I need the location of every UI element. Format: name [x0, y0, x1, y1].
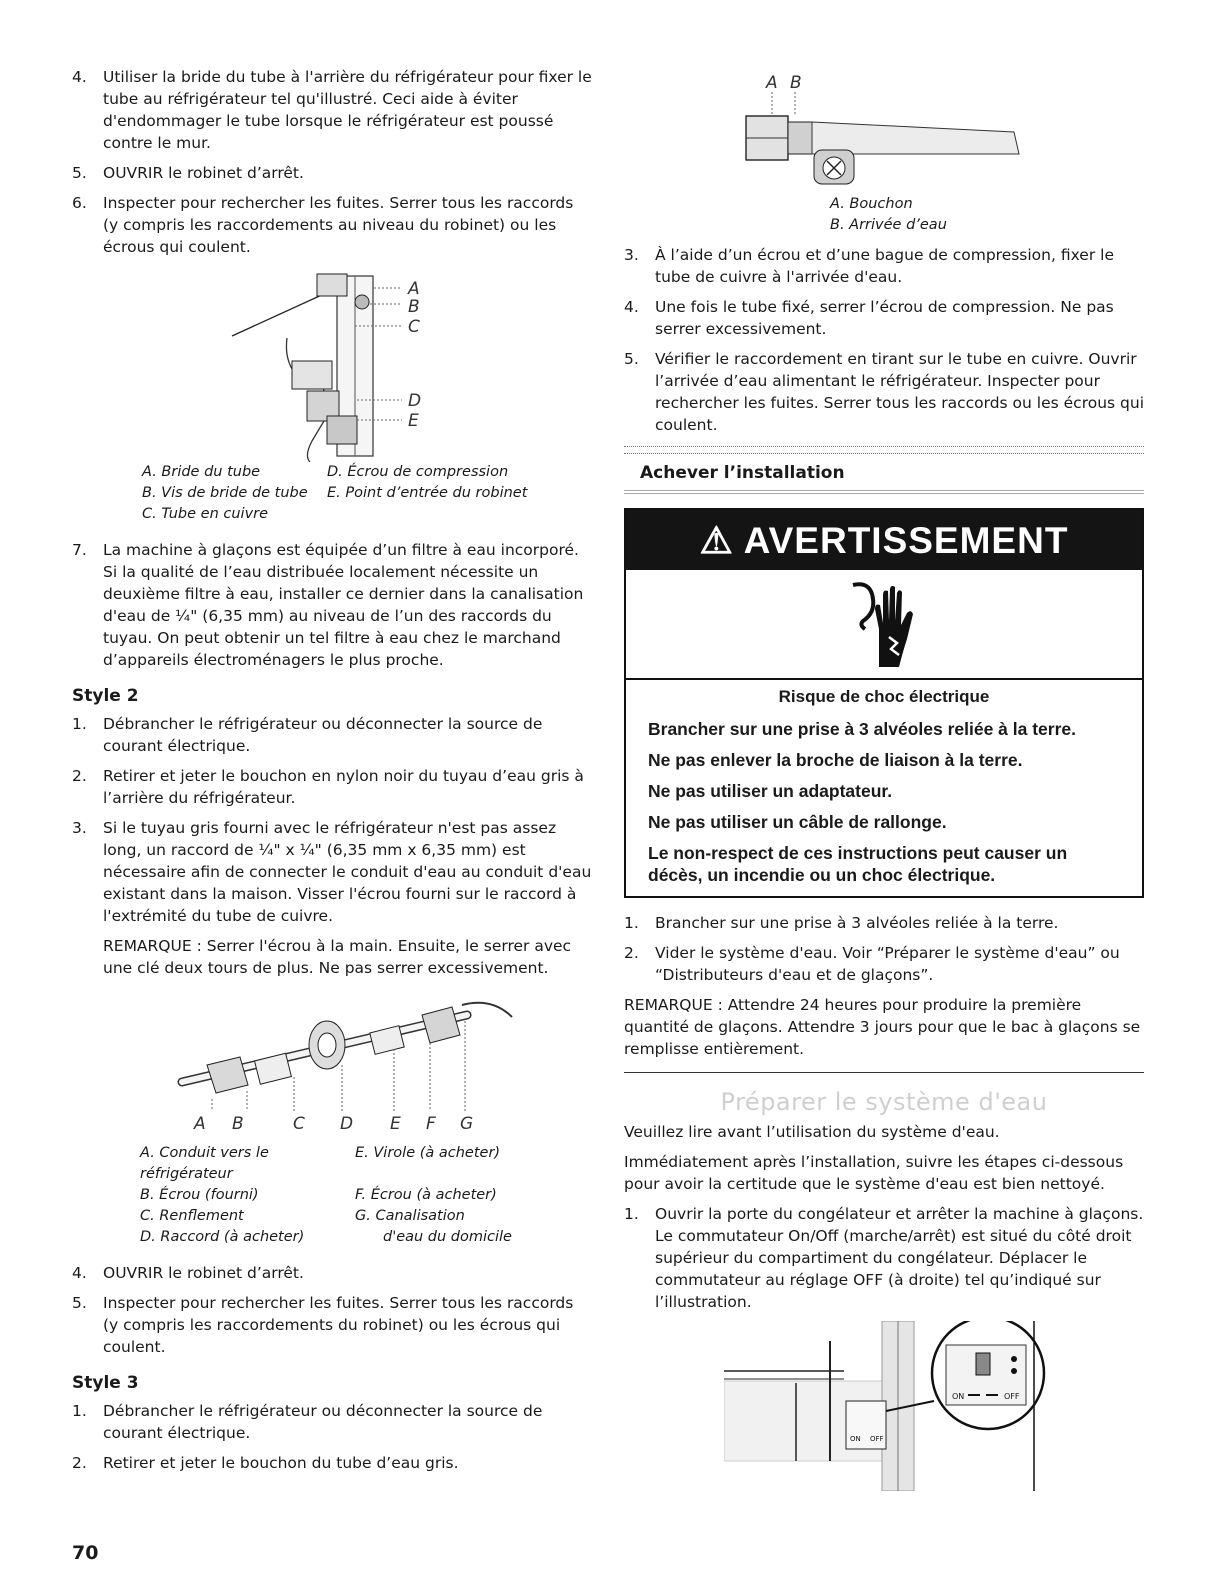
- item-text: Ouvrir la porte du congélateur et arrêter la machine à glaçons. Le commutateur On/Off (marche/arrêt) est situé du côté droit supérieur du compartiment du congélateur. Déplacer le commutateur au réglage OFF (à droite) tel qu’indiqué sur l’illustration.: [655, 1205, 1144, 1311]
- callout-letter: A: [408, 279, 420, 299]
- list-item: [72, 66, 592, 154]
- item-number: 6.: [72, 194, 87, 212]
- warning-line: Ne pas utiliser un câble de rallonge.: [648, 812, 947, 832]
- warning-line: Le non-respect de ces instructions peut causer un décès, un incendie ou un choc électrique.: [648, 843, 1068, 885]
- warning-title: [626, 510, 1142, 570]
- callout-letter: D: [340, 1114, 354, 1134]
- callout-letter: E: [390, 1114, 401, 1134]
- item-text: Utiliser la bride du tube à l'arrière du réfrigérateur pour fixer le tube au réfrigérateur tel qu'illustré. Ceci aide à éviter d'endommager le tube lorsque le réfrigérateur est poussé contre le mur.: [103, 68, 592, 152]
- warning-body: [626, 680, 1142, 896]
- caption-item: A. Conduit vers le réfrigérateur: [140, 1145, 269, 1182]
- list-item: [72, 1262, 592, 1284]
- list-item: [624, 296, 1144, 340]
- switch-on-label: ON: [952, 1392, 965, 1401]
- page-number: 70: [72, 1542, 99, 1564]
- caption-item: C. Tube en cuivre: [142, 506, 269, 522]
- figure-caption: [830, 194, 1144, 236]
- item-text: La machine à glaçons est équipée d’un filtre à eau incorporé. Si la qualité de l’eau distribuée localement nécessite un deuxième filtre à eau, installer ce dernier dans la canalisation d'eau de ¼" (6,35 mm) au niveau de l’un des raccords du tuyau. On peut obtenir un tel filtre à eau chez le marchand d’appareils électroménagers le plus proche.: [103, 541, 584, 669]
- item-number: 4.: [72, 68, 87, 86]
- caption-item: E. Point d’entrée du robinet: [327, 485, 528, 501]
- caption-item: C. Renflement: [140, 1208, 244, 1224]
- warning-subtitle: Risque de choc électrique: [778, 687, 990, 706]
- figure-caption: [142, 462, 592, 525]
- warning-triangle-icon: ⚠: [699, 520, 744, 561]
- item-number: 1.: [624, 1205, 639, 1223]
- section-heading: Style 3: [72, 1373, 139, 1393]
- water-inlet-illustration: [624, 66, 1144, 194]
- caption-item: G. Canalisation: [355, 1208, 465, 1224]
- callout-letter: A: [194, 1114, 206, 1134]
- item-number: 2.: [72, 1454, 87, 1472]
- callout-letter: B: [232, 1114, 244, 1134]
- callout-letter: D: [408, 391, 422, 411]
- list-item: [72, 1400, 592, 1444]
- section-divider: [624, 1072, 1144, 1073]
- caption-item: [327, 504, 557, 525]
- item-number: 2.: [72, 767, 87, 785]
- figure-fittings: [72, 987, 592, 1137]
- warning-icon-area: [626, 570, 1142, 680]
- item-text: OUVRIR le robinet d’arrêt.: [103, 1264, 304, 1282]
- list-item: [72, 1292, 592, 1358]
- list-item: [72, 713, 592, 757]
- switch-on-label-small: ON: [850, 1435, 861, 1443]
- item-text: Débrancher le réfrigérateur ou déconnecter la source de courant électrique.: [103, 715, 543, 755]
- item-text: Débrancher le réfrigérateur ou déconnecter la source de courant électrique.: [103, 1402, 543, 1442]
- caption-item: A. Bride du tube: [142, 464, 261, 480]
- figure-water-inlet: [624, 66, 1144, 194]
- paragraph: Veuillez lire avant l’utilisation du système d'eau.: [624, 1123, 1000, 1141]
- figure-tube-bracket: [72, 266, 592, 462]
- item-text: Retirer et jeter le bouchon du tube d’eau gris.: [103, 1454, 459, 1472]
- warning-line: Ne pas enlever la broche de liaison à la terre.: [648, 750, 1023, 770]
- item-text: Inspecter pour rechercher les fuites. Serrer tous les raccords (y compris les raccordements du robinet) ou les écrous qui coulent.: [103, 1294, 574, 1356]
- item-text: Vider le système d'eau. Voir “Préparer le système d'eau” ou “Distributeurs d'eau et de glaçons”.: [655, 944, 1120, 984]
- list-item: [72, 817, 592, 927]
- callout-letter: G: [460, 1114, 474, 1134]
- list-item: [72, 192, 592, 258]
- caption-item: B. Écrou (fourni): [140, 1187, 259, 1203]
- note: REMARQUE : Serrer l'écrou à la main. Ensuite, le serrer avec une clé deux tours de plus. Ne pas serrer excessivement.: [103, 937, 572, 977]
- list-item: [624, 244, 1144, 288]
- item-number: 5.: [72, 164, 87, 182]
- switch-off-label-small: OFF: [870, 1435, 884, 1443]
- section-heading: Style 2: [72, 686, 139, 706]
- item-number: 2.: [624, 944, 639, 962]
- switch-off-label: OFF: [1004, 1392, 1020, 1401]
- item-text: Une fois le tube fixé, serrer l’écrou de compression. Ne pas serrer excessivement.: [655, 298, 1114, 338]
- item-text: Si le tuyau gris fourni avec le réfrigérateur n'est pas assez long, un raccord de ¼" x ¼" (6,35 mm x 6,35 mm) est nécessaire afin de connecter le conduit d'eau au conduit d'eau existant dans la maison. Visser l'écrou fourni sur le raccord à l'extrémité du tube de cuivre.: [103, 819, 592, 925]
- list-item: [624, 912, 1144, 934]
- fittings-illustration: [72, 987, 592, 1137]
- warning-line: Ne pas utiliser un adaptateur.: [648, 781, 893, 801]
- ice-maker-switch-illustration: [724, 1321, 1144, 1491]
- caption-item: D. Raccord (à acheter): [140, 1229, 305, 1245]
- callout-letter: C: [408, 317, 420, 337]
- callout-letter: B: [408, 297, 420, 317]
- note: REMARQUE : Attendre 24 heures pour produire la première quantité de glaçons. Attendre 3 jours pour que le bac à glaçons se remplisse entièrement.: [624, 996, 1141, 1058]
- item-number: 4.: [624, 298, 639, 316]
- callout-letter: A: [766, 73, 778, 93]
- callout-letter: F: [426, 1114, 436, 1134]
- warning-line: Brancher sur une prise à 3 alvéoles reliée à la terre.: [648, 719, 1077, 739]
- caption-item: D. Écrou de compression: [327, 464, 509, 480]
- list-item: [624, 942, 1144, 986]
- callout-letter: C: [293, 1114, 305, 1134]
- section-divider: [624, 446, 1144, 454]
- warning-box: [624, 508, 1144, 898]
- item-text: Vérifier le raccordement en tirant sur le tube en cuivre. Ouvrir l’arrivée d’eau alimentant le réfrigérateur. Inspecter pour rechercher les fuites. Serrer tous les raccords ou les écrous qui coulent.: [655, 350, 1144, 434]
- caption-item: B. Arrivée d’eau: [830, 217, 947, 233]
- caption-item: B. Vis de bride de tube: [142, 485, 308, 501]
- list-item: [624, 348, 1144, 436]
- item-number: 1.: [72, 715, 87, 733]
- section-title: Préparer le système d'eau: [720, 1088, 1048, 1116]
- item-text: Brancher sur une prise à 3 alvéoles reliée à la terre.: [655, 914, 1059, 932]
- item-number: 3.: [624, 246, 639, 264]
- caption-item: E. Virole (à acheter): [355, 1145, 501, 1161]
- item-text: OUVRIR le robinet d’arrêt.: [103, 164, 304, 182]
- section-heading: Achever l’installation: [624, 454, 1144, 494]
- item-number: 5.: [624, 350, 639, 368]
- warning-title-text: AVERTISSEMENT: [743, 520, 1069, 561]
- item-number: 4.: [72, 1264, 87, 1282]
- left-column: [72, 66, 592, 1482]
- list-item: [72, 162, 592, 184]
- list-item: [72, 539, 592, 671]
- list-item: [72, 1452, 592, 1474]
- paragraph: Immédiatement après l’installation, suivre les étapes ci-dessous pour avoir la certitude que le système d'eau est bien nettoyé.: [624, 1153, 1124, 1193]
- callout-letter: B: [790, 73, 802, 93]
- electric-shock-hand-icon: [849, 579, 919, 669]
- list-item: [624, 1203, 1144, 1313]
- tube-bracket-illustration: [72, 266, 592, 462]
- caption-item: d'eau du domicile: [383, 1229, 512, 1245]
- item-number: 3.: [72, 819, 87, 837]
- item-number: 1.: [624, 914, 639, 932]
- item-text: Retirer et jeter le bouchon en nylon noir du tuyau d’eau gris à l’arrière du réfrigérateur.: [103, 767, 584, 807]
- callout-letter: E: [408, 411, 419, 431]
- figure-ice-maker-switch: [724, 1321, 1144, 1491]
- figure-caption: [140, 1143, 592, 1248]
- caption-item: F. Écrou (à acheter): [355, 1187, 497, 1203]
- list-item: [72, 765, 592, 809]
- item-number: 7.: [72, 541, 87, 559]
- item-text: À l’aide d’un écrou et d’une bague de compression, fixer le tube de cuivre à l'arrivée d'eau.: [655, 246, 1114, 286]
- item-number: 1.: [72, 1402, 87, 1420]
- item-text: Inspecter pour rechercher les fuites. Serrer tous les raccords (y compris les raccordements au niveau du robinet) ou les écrous qui coulent.: [103, 194, 574, 256]
- item-number: 5.: [72, 1294, 87, 1312]
- right-column: [624, 66, 1144, 1491]
- caption-item: A. Bouchon: [830, 196, 913, 212]
